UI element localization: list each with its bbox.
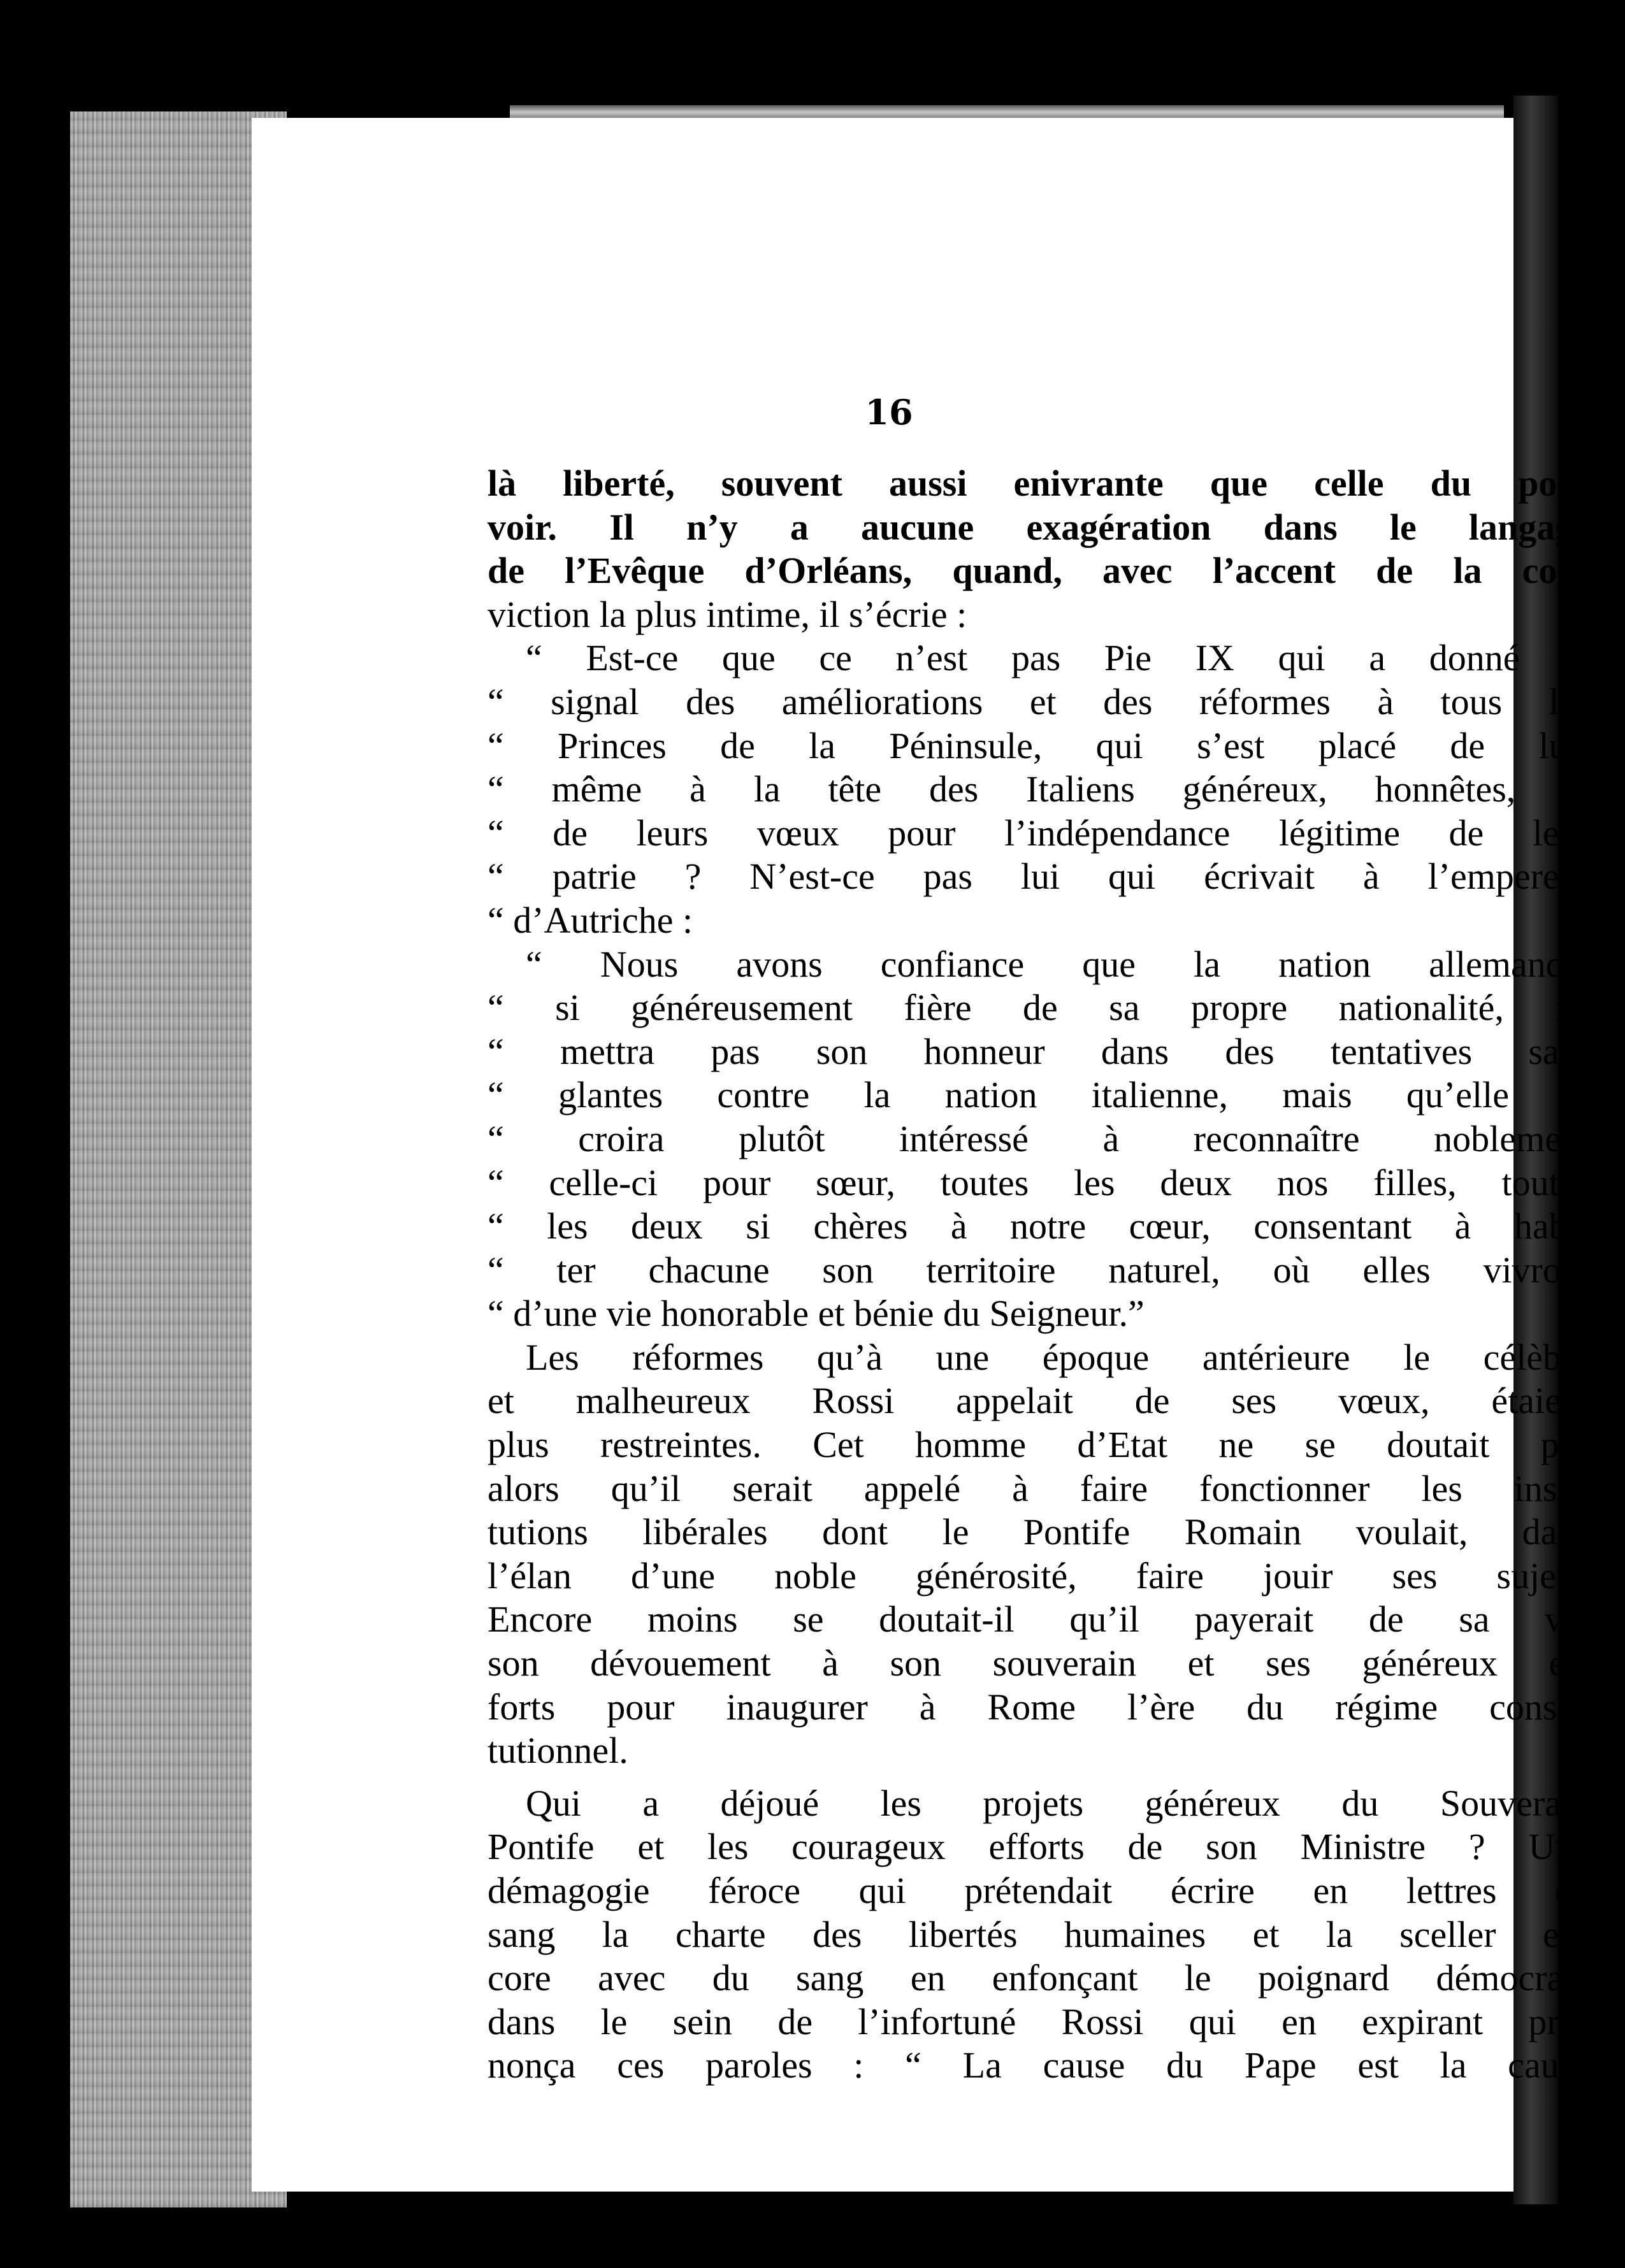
text-line: dans le sein de l’infortuné Rossi qui en expirant pro-: [487, 2000, 1590, 2042]
text-line: son dévouement à son souverain et ses généreux ef-: [487, 1642, 1590, 1684]
text-line: voir. Il n’y a aucune exagération dans le langage: [487, 506, 1590, 548]
book-top-edge: [510, 105, 1504, 119]
text-line: là liberté, souvent aussi enivrante que celle du pou-: [487, 463, 1590, 504]
text-line: “ Est-ce que ce n’est pas Pie IX qui a donné le: [526, 637, 1590, 679]
text-line: tutions libérales dont le Pontife Romain voulait, dans: [487, 1511, 1590, 1553]
text-line: “ Princes de la Péninsule, qui s’est placé de lui-: [487, 724, 1590, 766]
text-line: “ ter chacune son territoire naturel, où elles vivront: [487, 1249, 1590, 1291]
text-line: “ croira plutôt intéressé à reconnaître noblement: [487, 1117, 1590, 1159]
text-line: l’élan d’une noble générosité, faire jouir ses sujets.: [487, 1554, 1590, 1597]
text-line: plus restreintes. Cet homme d’Etat ne se doutait pas: [487, 1424, 1590, 1466]
text-line: Pontife et les courageux efforts de son Ministre ? Une: [487, 1826, 1590, 1868]
text-line: viction la plus intime, il s’écrie :: [487, 593, 967, 635]
text-line: “ celle-ci pour sœur, toutes les deux nos filles, toutes: [487, 1161, 1590, 1203]
text-line: alors qu’il serait appelé à faire fonctionner les insti-: [487, 1467, 1590, 1509]
text-line: “ d’une vie honorable et bénie du Seigneur.”: [487, 1293, 1145, 1335]
text-line: “ d’Autriche :: [487, 899, 693, 941]
text-line: “ mettra pas son honneur dans des tentatives san-: [487, 1030, 1590, 1072]
text-line: de l’Evêque d’Orléans, quand, avec l’accent de la con-: [487, 550, 1590, 592]
text-line: “ si généreusement fière de sa propre nationalité, ne: [487, 987, 1590, 1029]
body-text: [487, 462, 1590, 2088]
text-line: “ les deux si chères à notre cœur, consentant à habi-: [487, 1205, 1590, 1247]
text-line: “ même à la tête des Italiens généreux, honnêtes, et: [487, 768, 1590, 810]
text-line: Encore moins se doutait-il qu’il payerait de sa vie: [487, 1598, 1590, 1640]
text-line: core avec du sang en enfonçant le poignard démocrate: [487, 1957, 1590, 1999]
text-line: sang la charte des libertés humaines et la sceller en-: [487, 1913, 1590, 1955]
text-line: “ Nous avons confiance que la nation allemande,: [526, 943, 1590, 985]
text-line: Les réformes qu’à une époque antérieure le célèbre: [526, 1336, 1590, 1378]
book-page: [252, 118, 1590, 2192]
page-number: 16: [865, 392, 913, 433]
text-line: “ patrie ? N’est-ce pas lui qui écrivait à l’empereur: [487, 856, 1590, 898]
text-line: “ signal des améliorations et des réformes à tous les: [487, 680, 1590, 722]
text-line: et malheureux Rossi appelait de ses vœux, étaient: [487, 1380, 1590, 1422]
text-line: forts pour inaugurer à Rome l’ère du régime consti-: [487, 1686, 1590, 1728]
text-line: démagogie féroce qui prétendait écrire en lettres de: [487, 1870, 1590, 1911]
text-line: “ de leurs vœux pour l’indépendance légitime de leur: [487, 812, 1590, 854]
text-line: nonça ces paroles : “ La cause du Pape est la cause: [487, 2044, 1590, 2086]
text-line: Qui a déjoué les projets généreux du Souverain: [526, 1782, 1590, 1824]
text-line: “ glantes contre la nation italienne, mais qu’elle le: [487, 1074, 1590, 1116]
text-line: tutionnel.: [487, 1730, 628, 1772]
